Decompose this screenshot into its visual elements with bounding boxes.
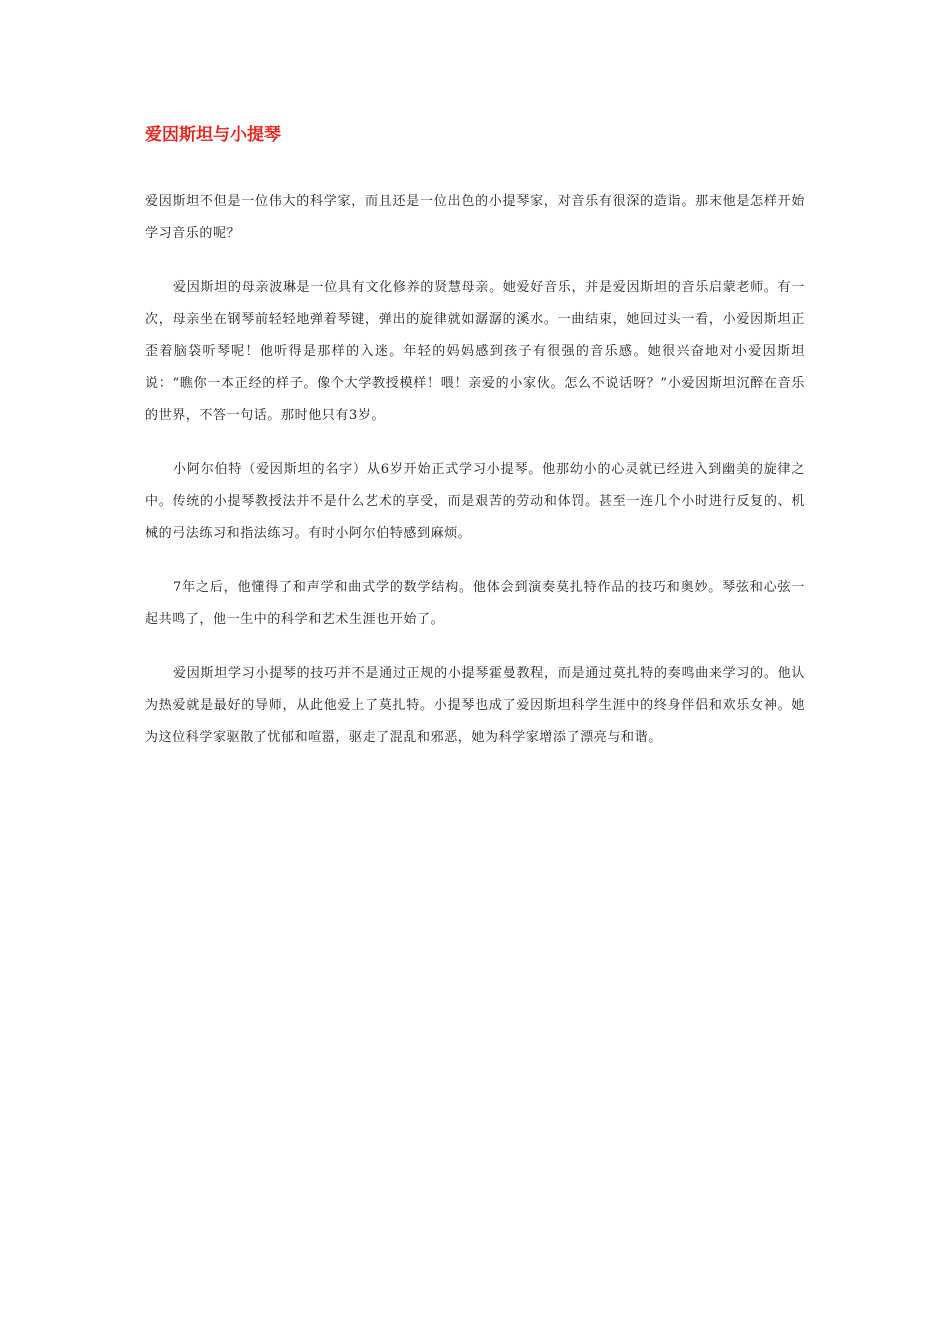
paragraph-seven-years-later: 7年之后，他懂得了和声学和曲式学的数学结构。他体会到演奏莫扎特作品的技巧和奥妙。琴弦和心弦一起共鸣了，他一生中的科学和艺术生涯也开始了。 (145, 580, 805, 627)
paragraph-intro: 爱因斯坦不但是一位伟大的科学家，而且还是一位出色的小提琴家，对音乐有很深的造诣。那末他是怎样开始学习音乐的呢？ (145, 194, 805, 241)
paragraph-mother: 爱因斯坦的母亲波琳是一位具有文化修养的贤慧母亲。她爱好音乐，并是爱因斯坦的音乐启蒙老师。有一次，母亲坐在钢琴前轻轻地弹着琴键，弹出的旋律就如潺潺的溪水。一曲结束，她回过头一看，小爱因斯坦正歪着脑袋听琴呢！他听得是那样的入迷。年轻的妈妈感到孩子有很强的音乐感。她很兴奋地对小爱因斯坦说：“瞧你一本正经的样子。像个大学教授模样！喂！亲爱的小家伙。怎么不说话呀？”小爱因斯坦沉醉在音乐的世界，不答一句话。那时他只有3岁。 (145, 280, 805, 423)
paragraph-violin-lessons: 小阿尔伯特（爱因斯坦的名字）从6岁开始正式学习小提琴。他那幼小的心灵就已经进入到幽美的旋律之中。传统的小提琴教授法并不是什么艺术的享受，而是艰苦的劳动和体罚。甚至一连几个小时进行反复的、机械的弓法练习和指法练习。有时小阿尔伯特感到麻烦。 (145, 462, 805, 541)
paragraph-mozart: 爱因斯坦学习小提琴的技巧并不是通过正规的小提琴霍曼教程，而是通过莫扎特的奏鸣曲来学习的。他认为热爱就是最好的导师，从此他爱上了莫扎特。小提琴也成了爱因斯坦科学生涯中的终身伴侣和欢乐女神。她为这位科学家驱散了忧郁和喧嚣，驱走了混乱和邪恶，她为科学家增添了漂亮与和谐。 (145, 666, 805, 745)
article-title: 爱因斯坦与小提琴 (145, 125, 281, 145)
document-page (145, 118, 805, 776)
